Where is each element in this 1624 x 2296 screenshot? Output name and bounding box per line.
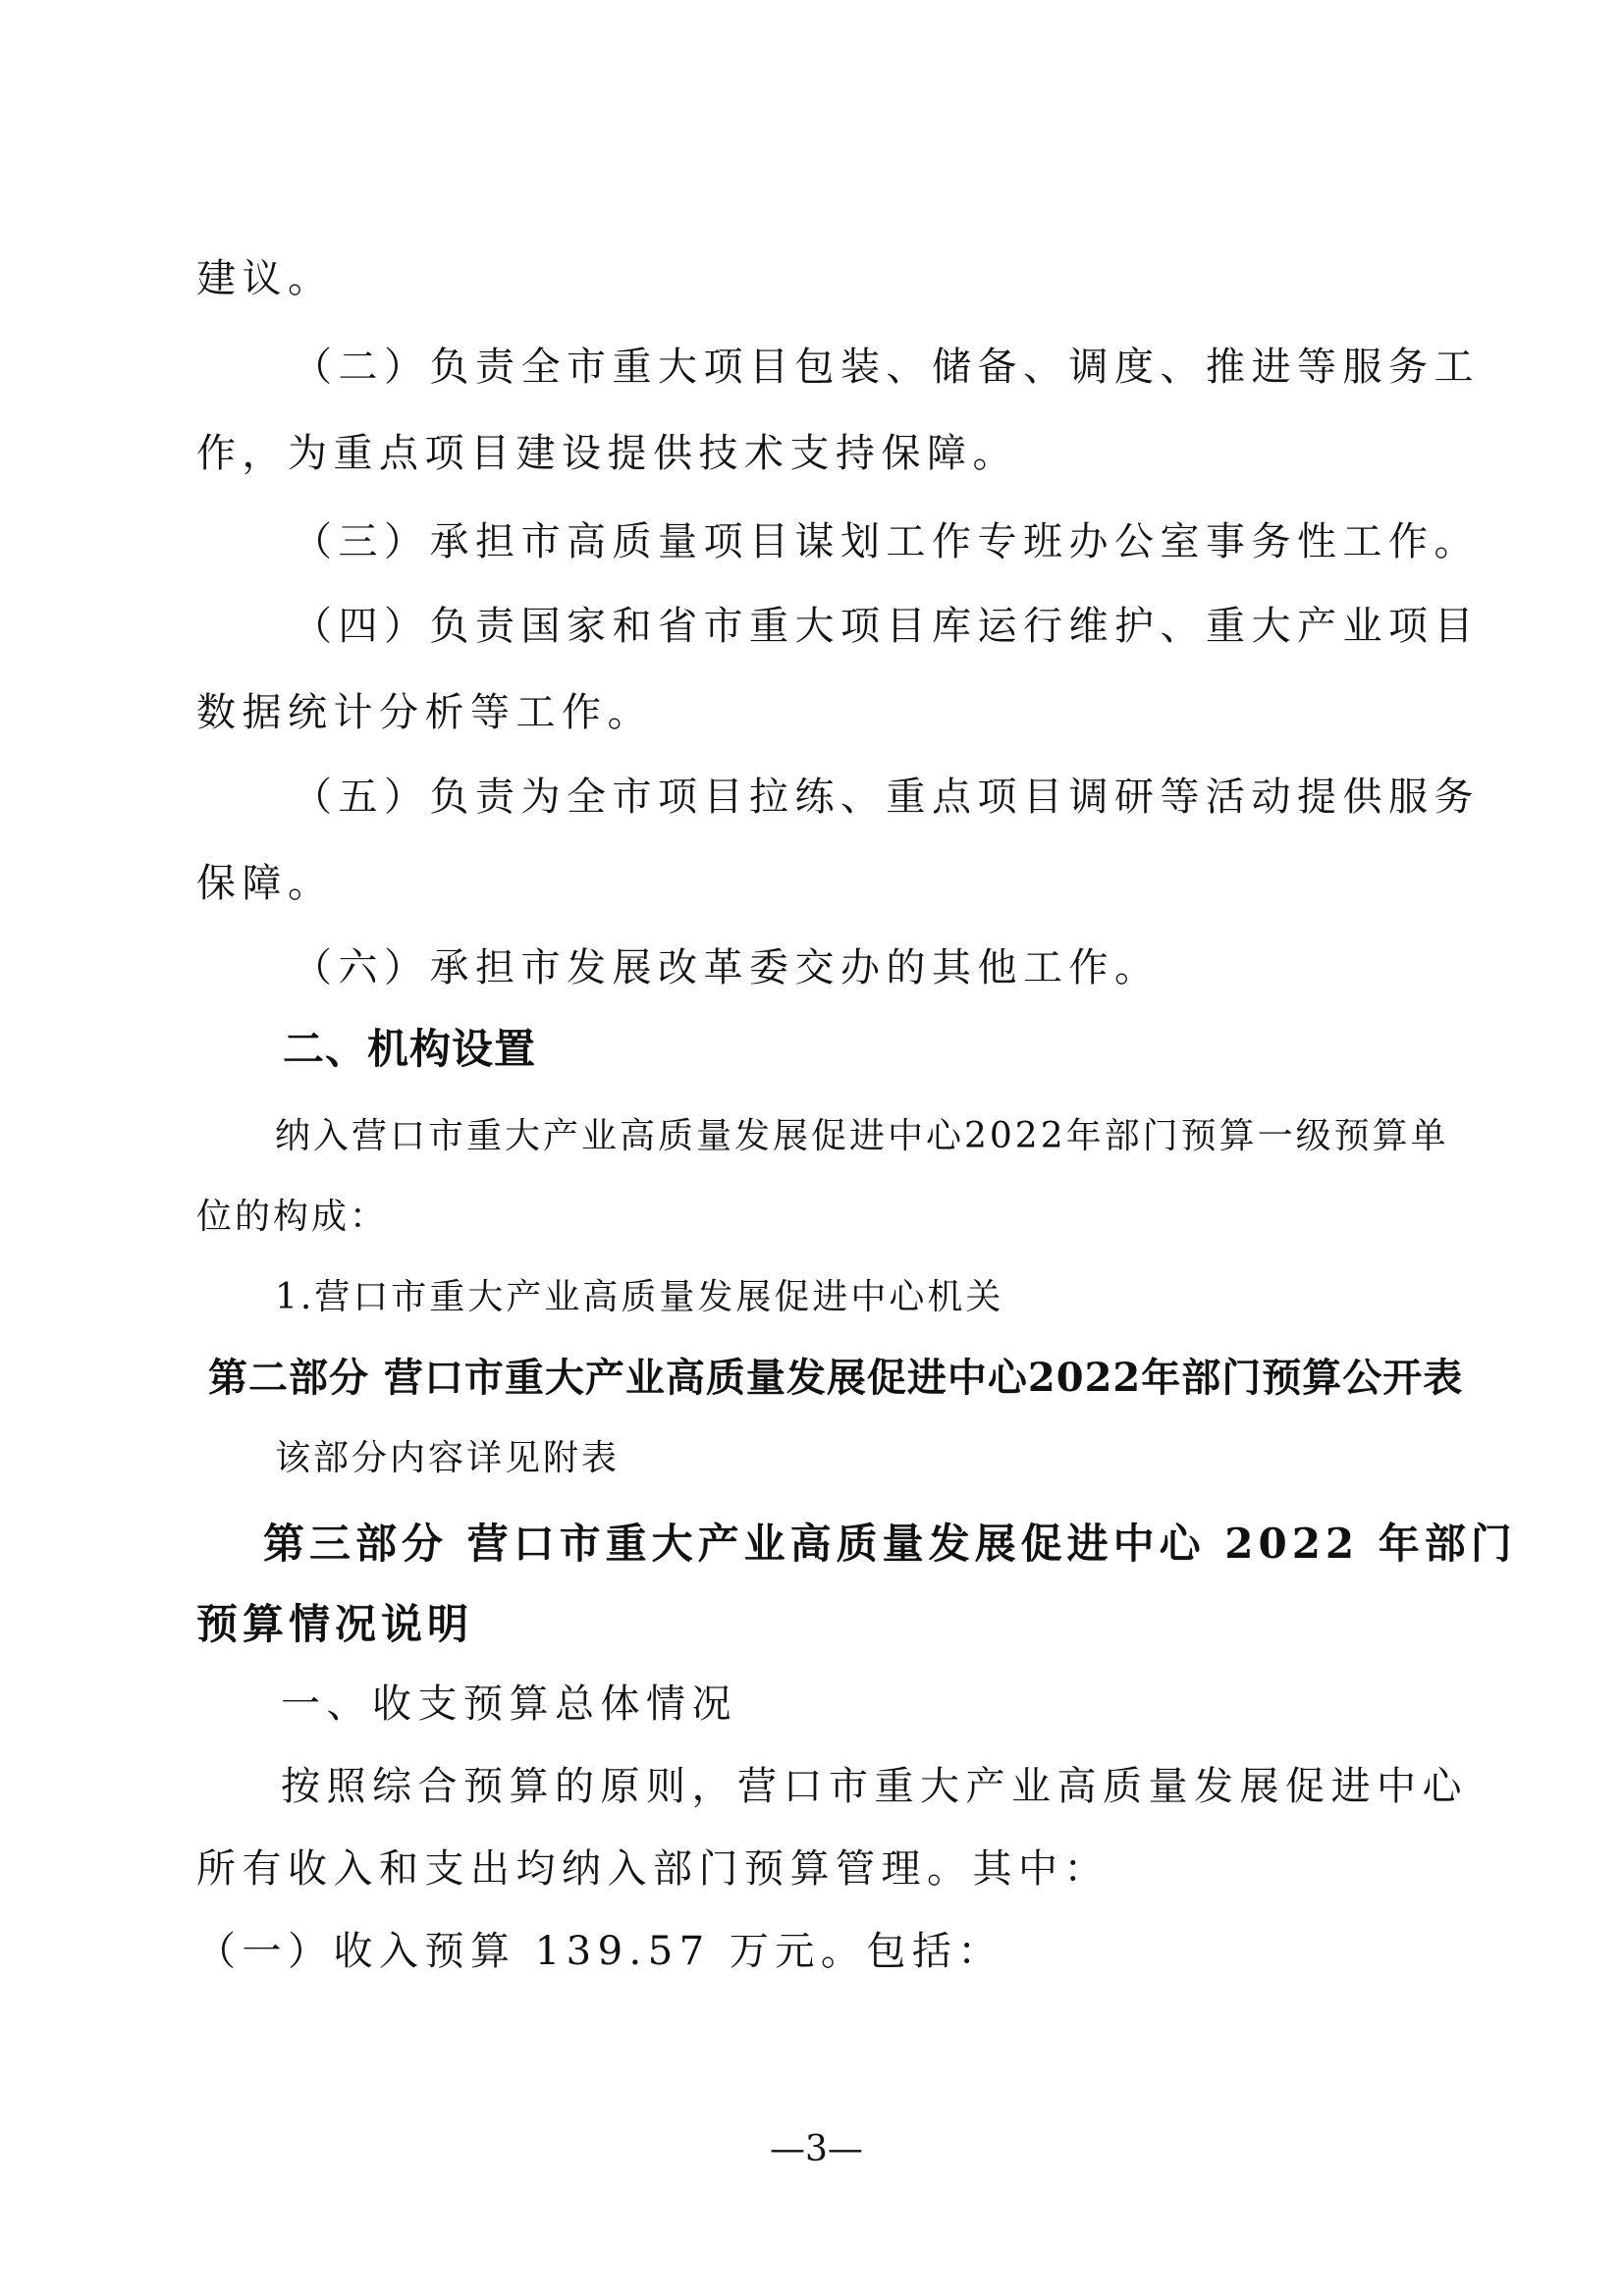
subsection-heading: 一、收支预算总体情况 xyxy=(281,1682,737,1727)
paragraph-line: 数据统计分析等工作。 xyxy=(196,690,653,735)
paragraph-line: （三）承担市高质量项目谋划工作专班办公室事务性工作。 xyxy=(293,519,1480,564)
part-heading-continued: 预算情况说明 xyxy=(196,1600,474,1648)
paragraph-line: （一）收入预算 139.57 万元。包括： xyxy=(196,1929,1003,1974)
paragraph-line: 按照综合预算的原则，营口市重大产业高质量发展促进中心 xyxy=(281,1764,1468,1809)
list-item: 1.营口市重大产业高质量发展促进中心机关 xyxy=(275,1277,1004,1317)
paragraph-line: 所有收入和支出均纳入部门预算管理。其中： xyxy=(196,1846,1110,1892)
paragraph-line: （四）负责国家和省市重大项目库运行维护、重大产业项目 xyxy=(293,604,1480,649)
paragraph-line: 建议。 xyxy=(196,256,334,301)
paragraph-line: 保障。 xyxy=(196,861,334,906)
part-heading: 第三部分 营口市重大产业高质量发展促进中心 2022 年部门 xyxy=(263,1520,1517,1568)
paragraph-line: 纳入营口市重大产业高质量发展促进中心2022年部门预算一级预算单 xyxy=(275,1116,1449,1156)
paragraph-line: 位的构成： xyxy=(196,1197,389,1237)
paragraph-line: 该部分内容详见附表 xyxy=(275,1438,621,1478)
section-heading: 二、机构设置 xyxy=(283,1025,537,1073)
part-heading: 第二部分 营口市重大产业高质量发展促进中心2022年部门预算公开表 xyxy=(208,1355,1464,1401)
paragraph-line: （二）负责全市重大项目包装、储备、调度、推进等服务工 xyxy=(293,345,1480,390)
paragraph-line: 作，为重点项目建设提供技术支持保障。 xyxy=(196,431,1018,476)
paragraph-line: （五）负责为全市项目拉练、重点项目调研等活动提供服务 xyxy=(293,774,1480,820)
paragraph-line: （六）承担市发展改革委交办的其他工作。 xyxy=(293,945,1161,990)
page-number: —3— xyxy=(770,2129,863,2169)
